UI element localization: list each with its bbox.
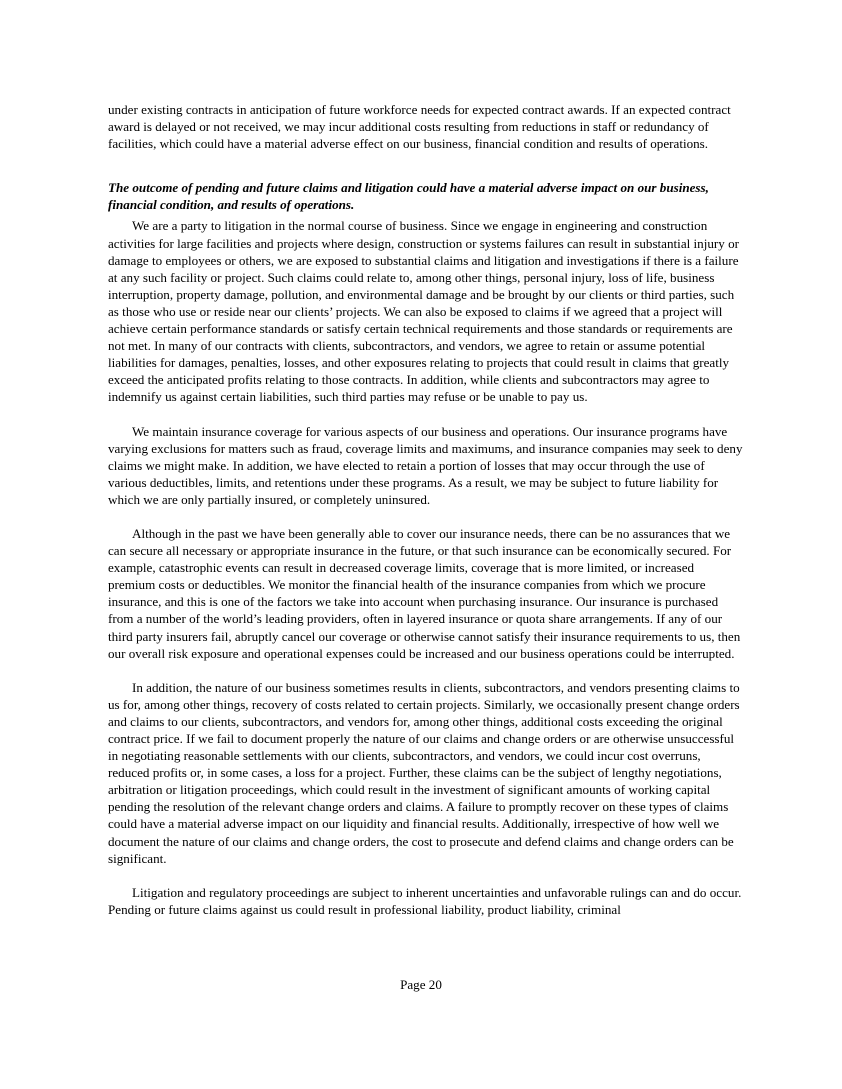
paragraph-claims: In addition, the nature of our business sometimes results in clients, subcontractors, and vendors presenting claims to us for, among other things, recovery of costs related to certain projects. Similarly, we occasionally present change orders and claims to our clients, subcontractors, and vendors for, among other things, additional costs exceeding the original contract price. If we fail to document properly the nature of our claims and change orders or are otherwise unsuccessful in negotiating reasonable settlements with our clients, subcontractors, and vendors, we could incur cost overruns, reduced profits or, in some cases, a loss for a project. Further, these claims can be the subject of lengthy negotiations, arbitration or litigation proceedings, which could result in the investment of significant amounts of working capital pending the resolution of the relevant change orders and claims. A failure to promptly recover on these types of claims could have a material adverse impact on our liquidity and financial results. Additionally, irrespective of how well we document the nature of our claims and change orders, the cost to prosecute and defend claims and change orders can be significant.	[108, 679, 740, 866]
paragraph-litigation: We are a party to litigation in the normal course of business. Since we engage in engineering and construction activities for large facilities and projects where design, construction or systems failures can result in substantial injury or damage to employees or others, we are exposed to substantial claims and litigation and investigations if there is a failure at any such facility or project. Such claims could relate to, among other things, personal injury, loss of life, business interruption, property damage, pollution, and environmental damage and be brought by our clients or third parties, such as those who use or reside near our clients’ projects. We can also be exposed to claims if we agreed that a project will achieve certain performance standards or satisfy certain technical requirements and those standards or requirements are not met. In many of our contracts with clients, subcontractors, and vendors, we agree to retain or assume potential liabilities for damages, penalties, losses, and other exposures relating to projects that could result in claims that greatly exceed the anticipated profits relating to those contracts. In addition, while clients and subcontractors may agree to indemnify us against certain liabilities, such third parties may refuse or be unable to pay us.	[108, 218, 739, 405]
section-heading: The outcome of pending and future claims and litigation could have a material adverse impact on our business, financial condition, and results of operations.	[108, 180, 709, 213]
intro-paragraph: under existing contracts in anticipation of future workforce needs for expected contract awards. If an expected contract award is delayed or not received, we may incur additional costs resulting from reductions in staff or redundancy of facilities, which could have a material adverse effect on our business, financial condition and results of operations.	[108, 102, 731, 152]
document-body	[108, 101, 744, 918]
page-number: Page 20	[400, 977, 442, 992]
paragraph-insurance-coverage: We maintain insurance coverage for various aspects of our business and operations. Our insurance programs have varying exclusions for matters such as fraud, coverage limits and maximums, and insurance companies may seek to deny claims we might make. In addition, we have elected to retain a portion of losses that may occur through the use of various deductibles, limits, and retentions under these programs. As a result, we may be subject to future liability for which we are only partially insured, or completely uninsured.	[108, 423, 743, 507]
paragraph-regulatory: Litigation and regulatory proceedings are subject to inherent uncertainties and unfavorable rulings can and do occur. Pending or future claims against us could result in professional liability, product liability, criminal	[108, 884, 742, 917]
paragraph-insurance-needs: Although in the past we have been generally able to cover our insurance needs, there can be no assurances that we can secure all necessary or appropriate insurance in the future, or that such insurance can be economically secured. For example, catastrophic events can result in decreased coverage limits, coverage that is more limited, or increased premium costs or deductibles. We monitor the financial health of the insurance companies from which we procure insurance, and this is one of the factors we take into account when purchasing insurance. Our insurance is purchased from a number of the world’s leading providers, often in layered insurance or quota share arrangements. If any of our third party insurers fail, abruptly cancel our coverage or otherwise cannot satisfy their insurance requirements to us, then our overall risk exposure and operational expenses could be increased and our business operations could be interrupted.	[108, 525, 741, 661]
